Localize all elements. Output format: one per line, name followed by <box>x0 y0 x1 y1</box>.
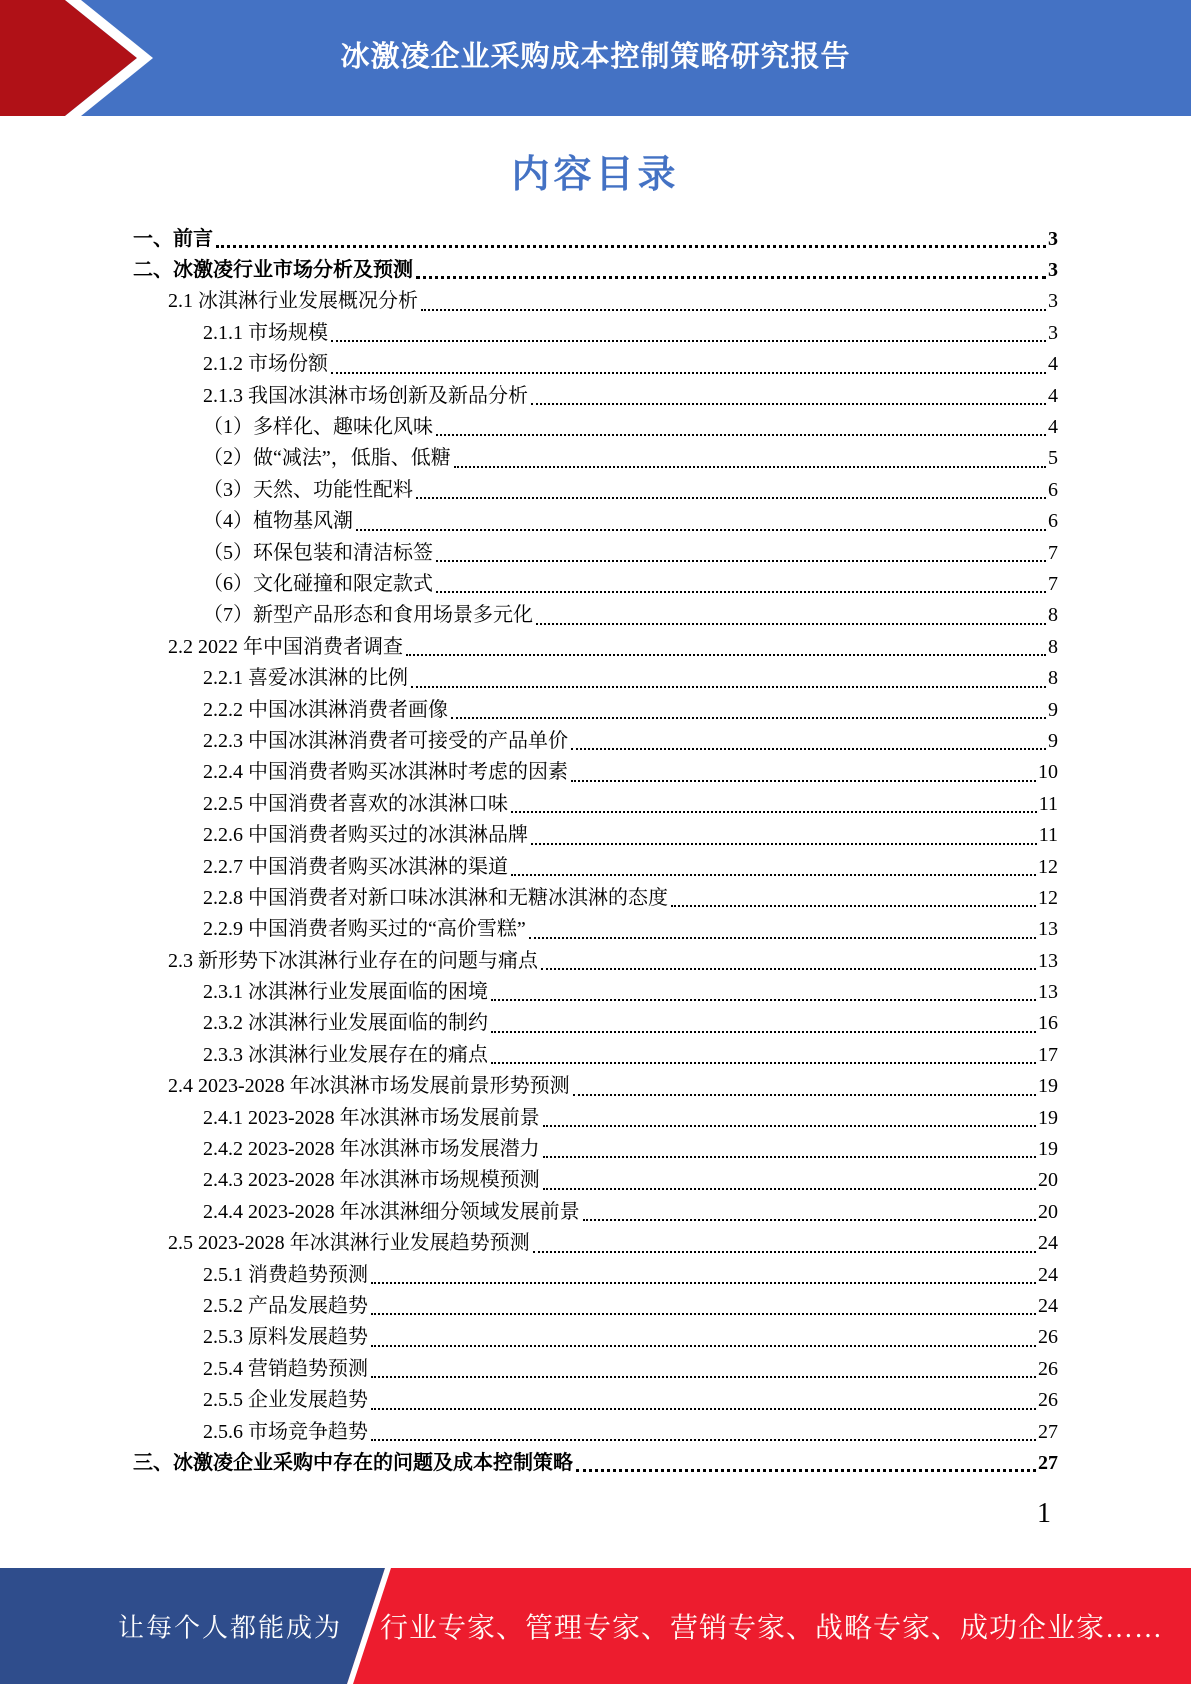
toc-leader-dots <box>580 1197 1038 1228</box>
toc-entry-page: 4 <box>1048 353 1058 376</box>
toc-entry-label: 2.1.1 市场规模 <box>203 321 328 344</box>
toc-entry-page: 9 <box>1048 698 1058 721</box>
toc-entry-page: 24 <box>1038 1263 1058 1286</box>
toc-entry[interactable] <box>133 538 1058 569</box>
toc-entry[interactable] <box>133 820 1058 851</box>
toc-leader-dots <box>368 1322 1038 1353</box>
toc-entry-label: 2.3.3 冰淇淋行业发展存在的痛点 <box>203 1043 488 1066</box>
toc-entry[interactable] <box>133 663 1058 694</box>
toc-entry[interactable] <box>133 1197 1058 1228</box>
toc-leader-dots <box>413 475 1048 506</box>
report-title: 冰激凌企业采购成本控制策略研究报告 <box>340 41 851 74</box>
toc-leader-dots <box>413 255 1048 286</box>
toc-leader-dots <box>433 569 1048 600</box>
toc-entry-label: （3）天然、功能性配料 <box>203 478 413 501</box>
toc-entry-label: 二、冰激凌行业市场分析及预测 <box>133 259 413 282</box>
toc-entry-label: 2.3 新形势下冰淇淋行业存在的问题与痛点 <box>168 949 538 972</box>
toc-leader-dots <box>488 977 1038 1008</box>
toc-entry-page: 24 <box>1038 1294 1058 1317</box>
toc-entry-label: 2.5.3 原料发展趋势 <box>203 1326 368 1349</box>
toc-entry-label: 2.4.1 2023-2028 年冰淇淋市场发展前景 <box>203 1106 540 1129</box>
toc-entry[interactable] <box>133 1354 1058 1385</box>
toc-entry-page: 13 <box>1038 918 1058 941</box>
toc-entry[interactable] <box>133 506 1058 537</box>
toc-leader-dots <box>418 286 1048 317</box>
toc-entry-page: 17 <box>1038 1043 1058 1066</box>
toc-entry[interactable] <box>133 883 1058 914</box>
toc-entry-label: 2.2.1 喜爱冰淇淋的比例 <box>203 667 408 690</box>
toc-leader-dots <box>568 726 1048 757</box>
toc-leader-dots <box>433 412 1048 443</box>
toc-entry-page: 12 <box>1038 855 1058 878</box>
toc-entry[interactable] <box>133 1228 1058 1259</box>
toc-entry[interactable] <box>133 1134 1058 1165</box>
toc-entry-page: 3 <box>1048 290 1058 313</box>
toc-entry-page: 3 <box>1048 227 1058 250</box>
toc-leader-dots <box>368 1417 1038 1448</box>
toc-entry-label: 2.2.4 中国消费者购买冰淇淋时考虑的因素 <box>203 761 568 784</box>
toc-entry-label: 2.2.7 中国消费者购买冰淇淋的渠道 <box>203 855 508 878</box>
toc-entry-label: 2.5.1 消费趋势预测 <box>203 1263 368 1286</box>
toc-entry[interactable] <box>133 726 1058 757</box>
toc-entry-page: 27 <box>1038 1451 1058 1474</box>
toc-entry-label: 2.5.4 营销趋势预测 <box>203 1357 368 1380</box>
toc-leader-dots <box>368 1354 1038 1385</box>
toc-entry-page: 5 <box>1048 447 1058 470</box>
toc-entry[interactable] <box>133 1165 1058 1196</box>
toc-entry-label: （4）植物基风潮 <box>203 510 353 533</box>
toc-entry-label: 2.2.8 中国消费者对新口味冰淇淋和无糖冰淇淋的态度 <box>203 886 668 909</box>
toc-leader-dots <box>533 600 1048 631</box>
toc-entry[interactable] <box>133 600 1058 631</box>
toc-entry[interactable] <box>133 349 1058 380</box>
toc-leader-dots <box>433 538 1048 569</box>
toc-entry[interactable] <box>133 475 1058 506</box>
toc-entry-page: 27 <box>1038 1420 1058 1443</box>
toc-entry-page: 8 <box>1048 604 1058 627</box>
toc-entry-page: 8 <box>1048 667 1058 690</box>
toc-entry[interactable] <box>133 757 1058 788</box>
toc-entry[interactable] <box>133 852 1058 883</box>
toc-entry[interactable] <box>133 1071 1058 1102</box>
toc-leader-dots <box>668 883 1038 914</box>
toc-entry-label: 2.5 2023-2028 年冰淇淋行业发展趋势预测 <box>168 1232 530 1255</box>
toc-entry[interactable] <box>133 412 1058 443</box>
toc-entry[interactable] <box>133 695 1058 726</box>
toc-entry-label: 2.3.1 冰淇淋行业发展面临的困境 <box>203 981 488 1004</box>
toc-entry-label: 2.5.6 市场竞争趋势 <box>203 1420 368 1443</box>
toc-entry-label: 2.2.6 中国消费者购买过的冰淇淋品牌 <box>203 824 528 847</box>
toc-entry[interactable] <box>133 1103 1058 1134</box>
toc-entry-label: 2.1 冰淇淋行业发展概况分析 <box>168 290 418 313</box>
toc-entry-label: 2.1.3 我国冰淇淋市场创新及新品分析 <box>203 384 528 407</box>
toc-entry-page: 19 <box>1038 1138 1058 1161</box>
toc-entry-page: 26 <box>1038 1357 1058 1380</box>
banner-slogan-right: 行业专家、管理专家、营销专家、战略专家、成功企业家…… <box>380 1613 1164 1644</box>
toc-entry[interactable] <box>133 946 1058 977</box>
toc-entry-label: 2.2.3 中国冰淇淋消费者可接受的产品单价 <box>203 729 568 752</box>
toc-entry-label: 2.4.4 2023-2028 年冰淇淋细分领域发展前景 <box>203 1200 580 1223</box>
toc-title: 内容目录 <box>511 154 680 196</box>
toc-leader-dots <box>368 1260 1038 1291</box>
toc-entry-label: 2.2 2022 年中国消费者调查 <box>168 635 403 658</box>
toc-leader-dots <box>508 852 1038 883</box>
toc-leader-dots <box>328 318 1048 349</box>
toc-entry[interactable] <box>133 1417 1058 1448</box>
toc-entry-page: 4 <box>1048 416 1058 439</box>
toc-entry-page: 13 <box>1038 981 1058 1004</box>
toc-leader-dots <box>328 349 1048 380</box>
toc-entry[interactable] <box>133 286 1058 317</box>
toc-entry-page: 6 <box>1048 510 1058 533</box>
toc-entry-page: 6 <box>1048 478 1058 501</box>
toc-entry-label: （7）新型产品形态和食用场景多元化 <box>203 604 533 627</box>
toc-entry-page: 26 <box>1038 1326 1058 1349</box>
toc-entry-page: 20 <box>1038 1200 1058 1223</box>
toc-leader-dots <box>540 1134 1038 1165</box>
toc-leader-dots <box>540 1103 1038 1134</box>
toc-leader-dots <box>451 443 1048 474</box>
toc-leader-dots <box>530 1228 1038 1259</box>
toc-entry[interactable] <box>133 914 1058 945</box>
toc-leader-dots <box>368 1385 1038 1416</box>
toc-entry-label: （5）环保包装和清洁标签 <box>203 541 433 564</box>
toc-leader-dots <box>538 946 1038 977</box>
toc-entry-label: 2.2.2 中国冰淇淋消费者画像 <box>203 698 448 721</box>
toc-leader-dots <box>526 914 1038 945</box>
toc-entry-label: 2.2.9 中国消费者购买过的“高价雪糕” <box>203 918 526 941</box>
toc-entry-page: 26 <box>1038 1389 1058 1412</box>
report-header <box>0 0 1191 116</box>
toc-entry-label: 2.3.2 冰淇淋行业发展面临的制约 <box>203 1012 488 1035</box>
toc-entry[interactable] <box>133 977 1058 1008</box>
toc-leader-dots <box>570 1071 1038 1102</box>
toc-entry-label: （2）做“减法”，低脂、低糖 <box>203 447 451 470</box>
toc-entry[interactable] <box>133 1291 1058 1322</box>
toc-entry-page: 11 <box>1038 824 1058 847</box>
toc-entry-label: 2.4.3 2023-2028 年冰淇淋市场规模预测 <box>203 1169 540 1192</box>
bottom-banner <box>0 1568 1191 1684</box>
toc-entry-page: 3 <box>1048 259 1058 282</box>
toc-entry-label: 2.4.2 2023-2028 年冰淇淋市场发展潜力 <box>203 1138 540 1161</box>
toc-list <box>133 224 1058 1480</box>
banner-slogan-left: 让每个人都能成为 <box>117 1613 342 1643</box>
toc-leader-dots <box>488 1040 1038 1071</box>
toc-entry-page: 19 <box>1038 1075 1058 1098</box>
toc-entry-page: 4 <box>1048 384 1058 407</box>
toc-entry-label: 2.4 2023-2028 年冰淇淋市场发展前景形势预测 <box>168 1075 570 1098</box>
toc-entry-page: 7 <box>1048 572 1058 595</box>
toc-entry-page: 24 <box>1038 1232 1058 1255</box>
toc-section <box>0 116 1191 1479</box>
toc-entry[interactable] <box>133 1040 1058 1071</box>
toc-entry-label: 三、冰激凌企业采购中存在的问题及成本控制策略 <box>133 1451 573 1474</box>
toc-entry-page: 9 <box>1048 729 1058 752</box>
toc-entry-label: （6）文化碰撞和限定款式 <box>203 572 433 595</box>
toc-leader-dots <box>540 1165 1038 1196</box>
toc-leader-dots <box>528 820 1039 851</box>
toc-entry-page: 19 <box>1038 1106 1058 1129</box>
toc-entry-page: 10 <box>1038 761 1058 784</box>
toc-entry[interactable] <box>133 789 1058 820</box>
toc-leader-dots <box>403 632 1048 663</box>
toc-entry-label: 一、前言 <box>133 227 213 250</box>
toc-entry[interactable] <box>133 255 1058 286</box>
toc-entry-page: 20 <box>1038 1169 1058 1192</box>
toc-entry[interactable] <box>133 1322 1058 1353</box>
toc-entry[interactable] <box>133 318 1058 349</box>
toc-entry[interactable] <box>133 224 1058 255</box>
toc-leader-dots <box>573 1448 1038 1479</box>
toc-entry-page: 16 <box>1038 1012 1058 1035</box>
toc-entry[interactable] <box>133 1260 1058 1291</box>
toc-leader-dots <box>528 381 1048 412</box>
toc-entry-label: 2.2.5 中国消费者喜欢的冰淇淋口味 <box>203 792 508 815</box>
toc-entry-page: 11 <box>1038 792 1058 815</box>
toc-entry[interactable] <box>133 1008 1058 1039</box>
toc-entry-page: 13 <box>1038 949 1058 972</box>
toc-entry-label: （1）多样化、趣味化风味 <box>203 416 433 439</box>
toc-entry-page: 3 <box>1048 321 1058 344</box>
toc-leader-dots <box>213 224 1048 255</box>
toc-leader-dots <box>353 506 1048 537</box>
toc-leader-dots <box>568 757 1038 788</box>
toc-entry[interactable] <box>133 1448 1058 1479</box>
page-number: 1 <box>1037 1498 1051 1529</box>
toc-leader-dots <box>508 789 1039 820</box>
toc-entry-label: 2.1.2 市场份额 <box>203 353 328 376</box>
toc-entry[interactable] <box>133 569 1058 600</box>
toc-leader-dots <box>408 663 1048 694</box>
toc-entry[interactable] <box>133 381 1058 412</box>
toc-entry-label: 2.5.5 企业发展趋势 <box>203 1389 368 1412</box>
toc-entry[interactable] <box>133 1385 1058 1416</box>
toc-entry-label: 2.5.2 产品发展趋势 <box>203 1294 368 1317</box>
toc-leader-dots <box>488 1008 1038 1039</box>
toc-entry-page: 8 <box>1048 635 1058 658</box>
toc-leader-dots <box>368 1291 1038 1322</box>
toc-entry[interactable] <box>133 443 1058 474</box>
toc-leader-dots <box>448 695 1048 726</box>
toc-entry-page: 7 <box>1048 541 1058 564</box>
toc-entry[interactable] <box>133 632 1058 663</box>
toc-entry-page: 12 <box>1038 886 1058 909</box>
